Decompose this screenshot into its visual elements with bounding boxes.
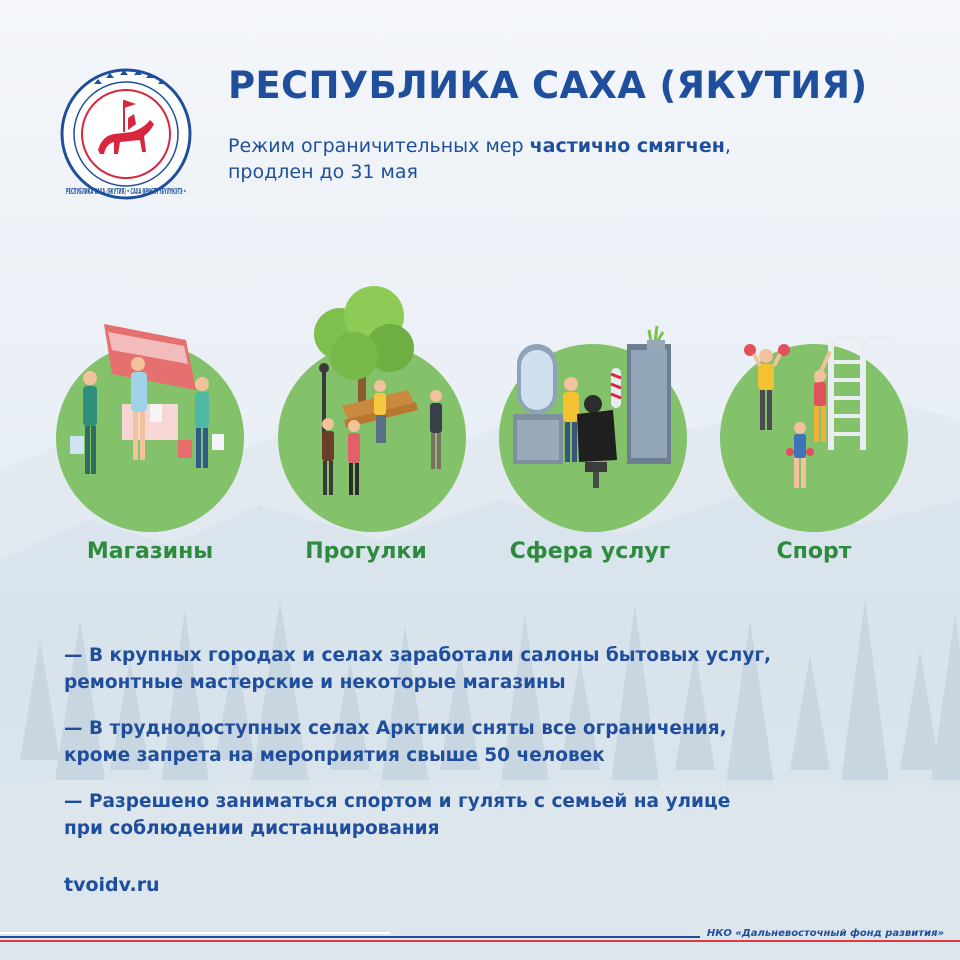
subtitle-line2: продлен до 31 мая [228,161,418,183]
category-shops-circle [56,344,244,532]
barbershop-scene-icon [499,344,687,532]
category-label-walks: Прогулки [305,539,427,564]
category-label-shops: Магазины [86,539,214,564]
category-sport-circle [720,344,908,532]
bullet-item [64,715,914,769]
yakutia-emblem-logo [58,66,194,202]
category-label-sport: Спорт [776,539,852,564]
category-services-circle [499,344,687,532]
bullet-item [64,642,914,696]
bullet-line2: при соблюдении дистанцирования [64,818,440,839]
page-title: РЕСПУБЛИКА САХА (ЯКУТИЯ) [228,64,868,107]
category-walks-circle [278,344,466,532]
category-label-services: Сфера услуг [509,539,671,564]
subtitle-part1: Режим ограничительных мер [228,135,530,157]
park-walk-scene-icon [278,344,466,532]
subtitle-bold: частично смягчен [529,135,725,157]
info-bullets [64,642,914,861]
page-subtitle [228,133,868,185]
emblem-ring-text: РЕСПУБЛИКА САХА (ЯКУТИЯ) • САХА ӨРӨСПҮҮБҮЛҮКЭТЭ • [66,187,186,196]
bullet-line1: — В крупных городах и селах заработали салоны бытовых услуг, [64,645,772,666]
shopping-scene-icon [56,344,244,532]
workout-scene-icon [720,344,908,532]
bullet-line1: — Разрешено заниматься спортом и гулять с семьей на улице [64,791,731,812]
bullet-line2: кроме запрета на мероприятия свыше 50 человек [64,745,605,766]
bullet-line1: — В труднодоступных селах Арктики сняты все ограничения, [64,718,727,739]
footer-organization: НКО «Дальневосточный фонд развития» [706,928,944,939]
bullet-item [64,788,914,842]
website-link[interactable]: tvoidv.ru [64,874,160,896]
bullet-line2: ремонтные мастерские и некоторые магазины [64,672,566,693]
subtitle-part2: , [724,135,731,157]
